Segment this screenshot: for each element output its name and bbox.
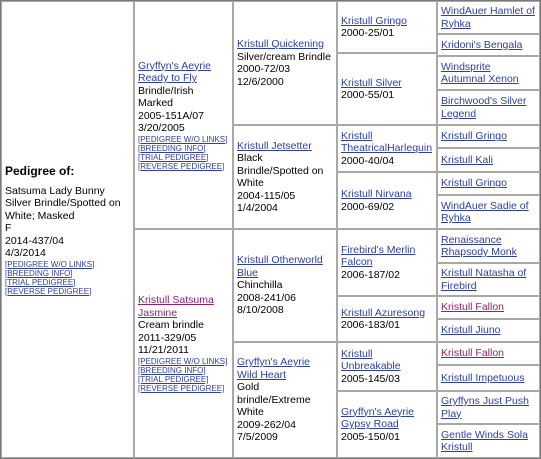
- subject-pedigree-no-links[interactable]: [PEDIGREE W/O LINKS]: [5, 259, 95, 269]
- dam-reverse-pedigree[interactable]: [REVERSE PEDIGREE]: [138, 383, 225, 393]
- great-grandparent-name-link[interactable]: Gryffyn's Aeyrie Gypsy Road: [341, 405, 415, 431]
- grandparent-cell: [233, 229, 337, 342]
- gen5-cell: [437, 1, 540, 34]
- dam-name-link[interactable]: Kristull Satsuma Jasmine: [138, 294, 214, 319]
- sire-cell: [134, 1, 233, 229]
- gen5-cell: [437, 229, 540, 263]
- gen5-name-link[interactable]: Renaissance Rhapsody Monk: [441, 233, 517, 258]
- pedigree-heading: Pedigree of:: [5, 163, 75, 178]
- grandparent-cell: [233, 125, 337, 229]
- dam-trial-pedigree[interactable]: [TRIAL PEDIGREE]: [138, 374, 209, 384]
- grandparent-name-link[interactable]: Kristull Otherworld Blue: [237, 254, 323, 279]
- grandparent-name-link[interactable]: Gryffyn's Aeyrie Wild Heart: [237, 356, 311, 381]
- sire-dob: 3/20/2005: [138, 122, 185, 134]
- dam-color: Cream brindle: [138, 319, 204, 332]
- grandparent-name-link[interactable]: Kristull Quickening: [237, 38, 324, 50]
- subject-color: Silver Brindle/Spotted on White; Masked: [5, 197, 121, 222]
- great-grandparent-reg: 2005-145/03: [341, 372, 400, 385]
- gen5-name-link[interactable]: Kristull Fallon: [441, 347, 505, 360]
- grandparent-color: Black Brindle/Spotted on White: [237, 152, 324, 189]
- dam-breeding-info[interactable]: [BREEDING INFO]: [138, 365, 206, 375]
- subject-sex: F: [5, 222, 12, 234]
- dam-pedigree-no-links[interactable]: [PEDIGREE W/O LINKS]: [138, 356, 228, 366]
- great-grandparent-cell: [337, 53, 437, 125]
- grandparent-cell: [233, 342, 337, 458]
- grandparent-dob: 8/10/2008: [237, 304, 284, 317]
- gen5-name-link[interactable]: Birchwood's Silver Legend: [441, 95, 527, 120]
- gen5-cell: [437, 342, 540, 365]
- great-grandparent-reg: 2006-183/01: [341, 319, 400, 331]
- great-grandparent-cell: [337, 1, 437, 53]
- sire-trial-pedigree[interactable]: [TRIAL PEDIGREE]: [138, 152, 209, 162]
- gen5-cell: [437, 319, 540, 342]
- great-grandparent-reg: 2005-150/01: [341, 430, 400, 443]
- sire-color: Brindle/Irish Marked: [138, 84, 194, 109]
- grandparent-cell: [233, 1, 337, 125]
- dam-reg: 2011-329/05: [138, 331, 197, 344]
- sire-reverse-pedigree[interactable]: [REVERSE PEDIGREE]: [138, 161, 225, 171]
- great-grandparent-reg: 2000-55/01: [341, 89, 395, 101]
- great-grandparent-name-link[interactable]: Kristull Gringo: [341, 14, 407, 27]
- gen5-name-link[interactable]: WindAuer Hamlet of Ryhka: [441, 5, 535, 30]
- gen5-name-link[interactable]: Windsprite Autumnal Xenon: [441, 60, 519, 85]
- dam-dob: 11/21/2011: [138, 344, 189, 357]
- gen5-cell: [437, 90, 540, 125]
- gen5-cell: [437, 365, 540, 391]
- dam-cell: [134, 229, 233, 458]
- great-grandparent-reg: 2000-25/01: [341, 27, 395, 39]
- grandparent-dob: 7/5/2009: [237, 431, 278, 444]
- gen5-name-link[interactable]: Kristull Impetuous: [441, 371, 525, 384]
- subject-trial-pedigree[interactable]: [TRIAL PEDIGREE]: [5, 277, 76, 287]
- gen5-name-link[interactable]: Kristull Gringo: [441, 177, 507, 190]
- grandparent-name-link[interactable]: Kristull Jetsetter: [237, 139, 312, 152]
- subject-cell: [1, 1, 134, 458]
- gen5-cell: [437, 195, 540, 229]
- subject-dob: 4/3/2014: [5, 247, 46, 259]
- gen5-cell: [437, 34, 540, 56]
- grandparent-reg: 2009-262/04: [237, 418, 296, 431]
- great-grandparent-cell: [337, 296, 437, 342]
- great-grandparent-cell: [337, 342, 437, 391]
- great-grandparent-cell: [337, 172, 437, 229]
- grandparent-reg: 2000-72/03: [237, 63, 291, 75]
- grandparent-dob: 1/4/2004: [237, 202, 278, 214]
- sire-name-link[interactable]: Gryffyn's Aeyrie Ready to Fly: [138, 59, 212, 84]
- gen5-cell: [437, 125, 540, 148]
- great-grandparent-reg: 2000-40/04: [341, 154, 395, 167]
- grandparent-color: Gold brindle/Extreme White: [237, 381, 311, 419]
- gen5-name-link[interactable]: Kristull Kali: [441, 153, 493, 166]
- gen5-cell: [437, 391, 540, 424]
- gen5-name-link[interactable]: Kristull Natasha of Firebird: [441, 267, 527, 292]
- grandparent-color: Chinchilla: [237, 279, 283, 292]
- great-grandparent-name-link[interactable]: Kristull TheatricalHarlequin: [341, 129, 433, 155]
- great-grandparent-name-link[interactable]: Kristull Unbreakable: [341, 347, 401, 373]
- subject-reg: 2014-437/04: [5, 234, 64, 247]
- sire-reg: 2005-151A/07: [138, 109, 204, 122]
- gen5-cell: [437, 56, 540, 90]
- grandparent-color: Silver/cream Brindle: [237, 50, 331, 63]
- subject-reverse-pedigree[interactable]: [REVERSE PEDIGREE]: [5, 286, 92, 296]
- gen5-cell: [437, 263, 540, 296]
- gen5-name-link[interactable]: Gentle Winds Sola Kristull: [441, 428, 528, 453]
- gen5-name-link[interactable]: Gryffyns Just Push Play: [441, 395, 529, 420]
- great-grandparent-cell: [337, 125, 437, 172]
- great-grandparent-reg: 2000-69/02: [341, 200, 395, 213]
- gen5-cell: [437, 296, 540, 319]
- great-grandparent-name-link[interactable]: Kristull Silver: [341, 76, 402, 89]
- great-grandparent-name-link[interactable]: Firebird's Merlin Falcon: [341, 243, 416, 269]
- great-grandparent-cell: [337, 229, 437, 296]
- great-grandparent-name-link[interactable]: Kristull Azuresong: [341, 306, 426, 319]
- gen5-name-link[interactable]: Kristull Fallon: [441, 301, 505, 314]
- gen5-name-link[interactable]: Kristull Jiuno: [441, 324, 501, 337]
- gen5-cell: [437, 148, 540, 172]
- great-grandparent-cell: [337, 391, 437, 458]
- subject-name: Satsuma Lady Bunny: [5, 184, 105, 197]
- gen5-name-link[interactable]: Kridoni's Bengala: [441, 38, 523, 51]
- grandparent-reg: 2008-241/06: [237, 291, 296, 304]
- gen5-name-link[interactable]: Kristull Gringo: [441, 130, 507, 143]
- grandparent-reg: 2004-115/05: [237, 189, 296, 202]
- subject-breeding-info[interactable]: [BREEDING INFO]: [5, 268, 73, 278]
- great-grandparent-name-link[interactable]: Kristull Nirvana: [341, 188, 412, 200]
- sire-pedigree-no-links[interactable]: [PEDIGREE W/O LINKS]: [138, 134, 228, 144]
- gen5-cell: [437, 172, 540, 195]
- sire-breeding-info[interactable]: [BREEDING INFO]: [138, 143, 206, 153]
- gen5-name-link[interactable]: WindAuer Sadie of Ryhka: [441, 199, 529, 224]
- great-grandparent-reg: 2006-187/02: [341, 268, 400, 281]
- grandparent-dob: 12/6/2000: [237, 75, 284, 88]
- gen5-cell: [437, 424, 540, 458]
